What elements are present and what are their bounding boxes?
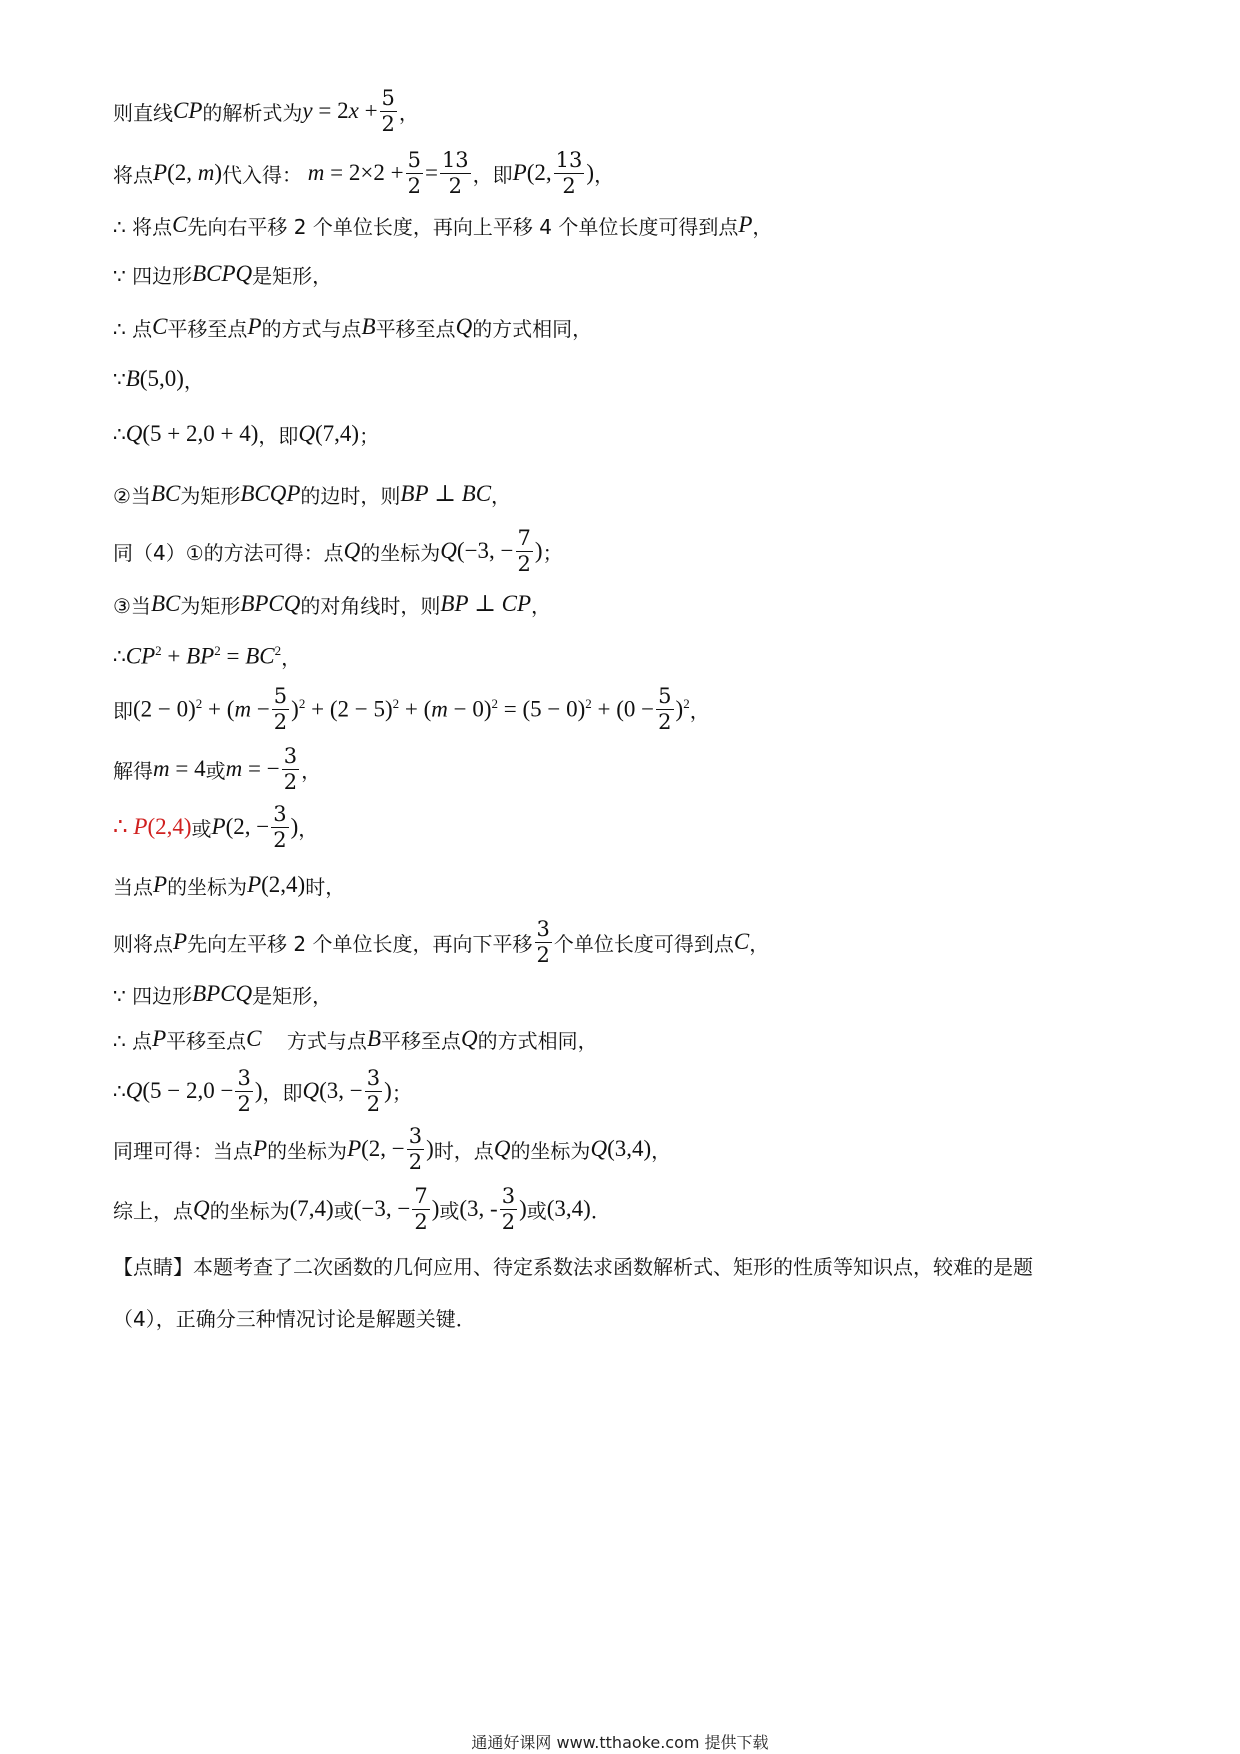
solution-line: ∴ Q(5 − 2,0 − $\frac{3}{2}$ ) ，即 Q(3, − $\frac{3}{2}$ ) ； [113,1065,412,1116]
solution-line: ∵ B(5,0) ， [113,366,204,393]
solution-line: 综上，点 Q 的坐标为 (7,4) 或 (−3, − $\frac{7}{2}$ ) 或 (3, - $\frac{3}{2}$ ) 或 (3,4) ． [113,1183,611,1234]
solution-line: ∵ 四边形 BPCQ 是矩形， [113,981,333,1008]
page-footer: 通通好课网 www.tthaoke.com 提供下载 [471,1733,769,1752]
solution-line: ②当 BC 为矩形 BCQP 的边时，则 BP ⊥ BC ， [113,481,512,508]
solution-line: ③当 BC 为矩形 BPCQ 的对角线时，则 BP ⊥ CP ， [113,591,552,618]
solution-line: ∴ 将点 C 先向右平移 2 个单位长度，再向上平移 4 个单位长度可得到点 P ， [113,212,773,239]
solution-line: ∵ 四边形 BCPQ 是矩形， [113,261,333,288]
fraction: $\frac{5}{2}$ [381,85,395,136]
solution-line: 将点 P(2, m) 代入得： m = 2×2 + $\frac{5}{2}$ = $\frac{13}{2}$ ，即 P(2, $\frac{13}{2}$ ) ， [113,147,615,198]
solution-line: 当点 P 的坐标为 P(2,4) 时， [113,872,346,899]
solution-line: ∴ P(2,4) 或 P(2, − $\frac{3}{2}$ ) ， [113,801,319,852]
solution-line: ∴ Q(5 + 2,0 + 4) ，即 Q(7,4) ； [113,421,380,448]
solution-line: ∴ $CP^2 + BP^2 = BC^2$ ， [113,642,302,670]
solution-line: ∴ 点 C 平移至点 P 的方式与点 B 平移至点 Q 的方式相同， [113,314,593,341]
comment-line: 【点睛】本题考查了二次函数的几何应用、待定系数法求函数解析式、矩形的性质等知识点，较难的是题 [113,1254,1033,1279]
solution-line: 同（4）①的方法可得：点 Q 的坐标为 Q(−3, − $\frac{7}{2}$ ) ； [113,525,563,576]
solution-line: 即 $(2 - 0)^2 + (m$ − $\frac{5}{2}$ )$^2 + (2 - 5)^2 + (m - 0)^2 = (5 - 0)^2 + (0$ − $\frac{5}{2}$ )$^2$ ， [113,683,710,734]
comment-line: （4），正确分三种情况讨论是解题关键． [113,1306,476,1331]
solution-line: ∴ 点 P 平移至点 C 方式与点 B 平移至点 Q 的方式相同， [113,1026,598,1053]
solution-line: 则直线 CP 的解析式为 y = 2x + $\frac{5}{2}$ ， [113,85,419,136]
solution-line: 则将点 P 先向左平移 2 个单位长度，再向下平移 $\frac{3}{2}$ 个单位长度可得到点 C ， [113,916,770,967]
solution-line: 同理可得：当点 P 的坐标为 P(2, − $\frac{3}{2}$ ) 时，点 Q 的坐标为 Q(3,4) ， [113,1123,672,1174]
solution-line: 解得 m = 4 或 m = − $\frac{3}{2}$ ， [113,743,322,794]
